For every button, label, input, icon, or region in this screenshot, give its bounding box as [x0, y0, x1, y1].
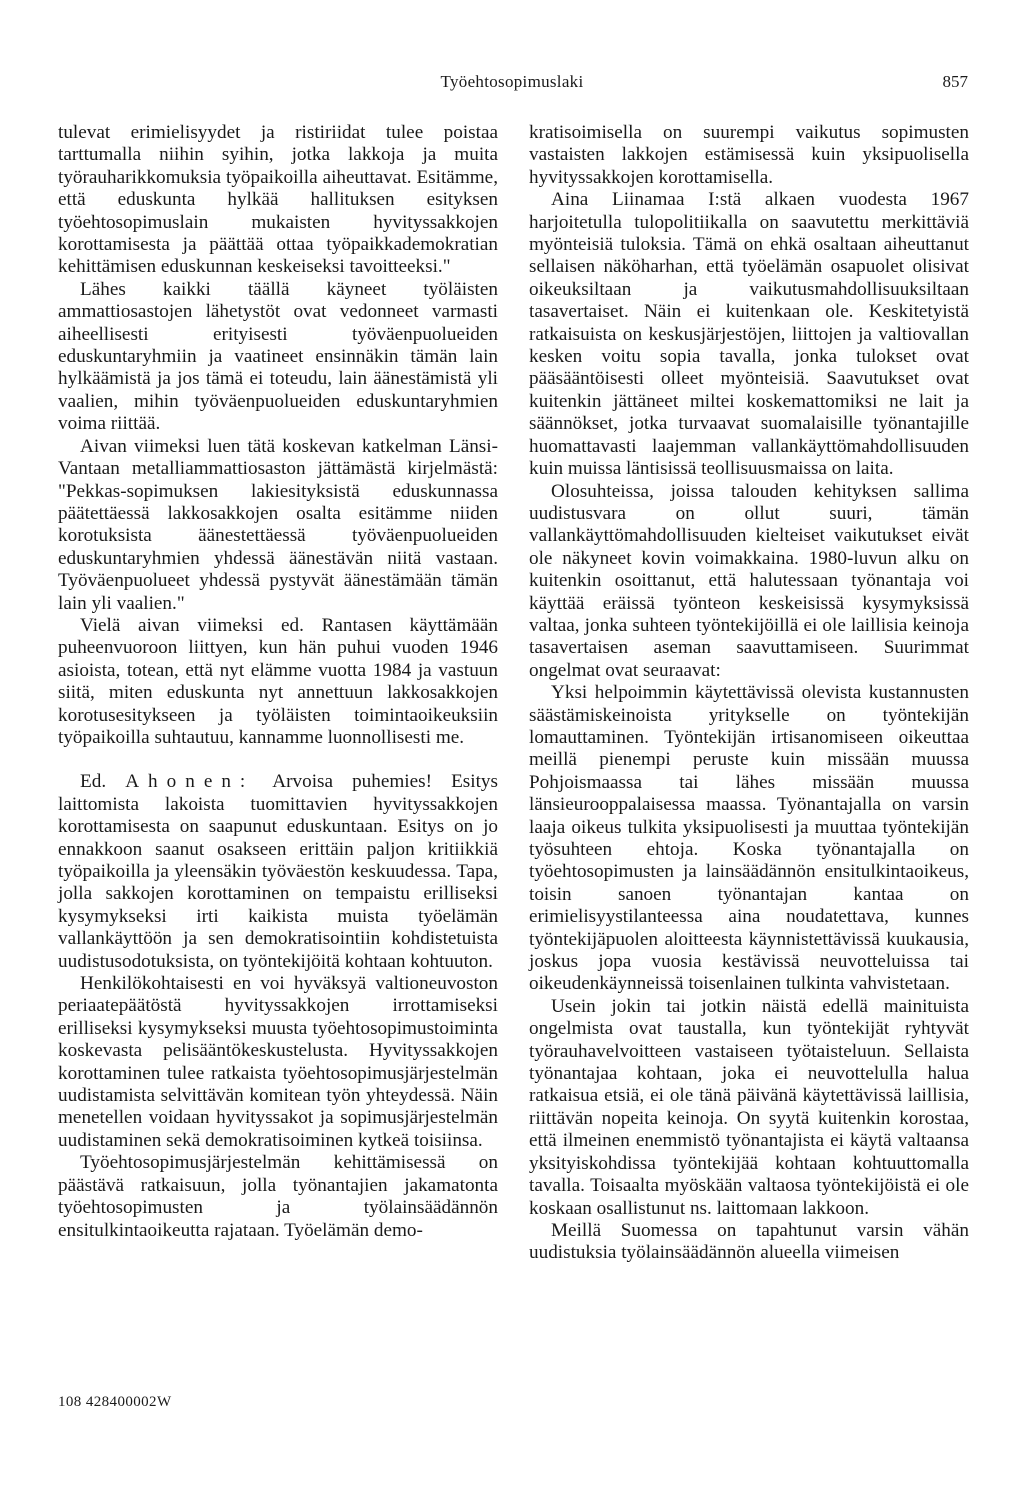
paragraph: Työehtosopimusjärjestelmän kehittämisessä on päästävä ratkaisuun, jolla työnantajien jakamatonta työehtosopimusten ja työlainsäädännön ensitulkintaoikeutta rajataan. Työelämän demo- [58, 1152, 498, 1241]
paragraph: tulevat erimielisyydet ja ristiriidat tulee poistaa tarttumalla niihin syihin, jotka lakkoja ja muita työrauharikkomuksia työpaikoilla aiheuttavat. Esitämme, että eduskunta hylkää hallituksen esityksen työehtosopimuslain mukaisten hyvityssakkojen korottamisesta ja päättää ottaa työpaikkademokratian kehittämisen eduskunnan keskeiseksi tavoitteeksi." [58, 122, 498, 278]
paragraph: Aivan viimeksi luen tätä koskevan katkelman Länsi-Vantaan metalliammattiosaston jättämästä kirjelmästä: "Pekkas-sopimuksen lakiesityksistä eduskunnassa päätettäessä lakkosakkojen osalta esitämme niiden korotuksista äänestettäessä työväenpuolueiden eduskuntaryhmien yhdessä äänestävän niitä vastaan. Työväenpuolueet yhdessä pystyvät äänestämään tämän lain yli vaalien." [58, 435, 498, 614]
paragraph: Olosuhteissa, joissa talouden kehityksen sallima uudistusvara on ollut suuri, tämän vallankäyttömahdollisuuden kielteiset vaikutukset eivät ole näkyneet kovin voimakkaina. 1980-luvun alku on kuitenkin osoittanut, että halutessaan työnantaja voi käyttää eräissä työnteon keskeisissä kysymyksissä valtaa, jonka suhteen työntekijöillä ei ole laillisia keinoja tasavertaisen aseman saavuttamiseen. Suurimmat ongelmat ovat seuraavat: [529, 480, 969, 681]
paragraph: Henkilökohtaisesti en voi hyväksyä valtioneuvoston periaatepäätöstä hyvityssakkojen irrottamiseksi erilliseksi kysymykseksi muusta työehtosopimustoiminta koskevasta pelisääntökeskustelusta. Hyvityssakkojen korottaminen tulee ratkaista työehtosopimusjärjestelmän uudistamista selvittävän komitean työn yhteydessä. Näin menetellen voidaan hyvityssakot ja sopimusjärjestelmän uudistaminen sekä demokratisoiminen kytkeä toisiinsa. [58, 973, 498, 1151]
paragraph: kratisoimisella on suurempi vaikutus sopimusten vastaisten lakkojen estämisessä kuin yksipuolisella hyvityssakkojen korottamisella. [529, 122, 969, 188]
speech-text: Arvoisa puhemies! Esitys laittomista lakoista tuomittavien hyvityssakkojen korottamisesta on saapunut eduskuntaan. Esitys on jo ennakkoon saanut osakseen erittäin paljon kritiikkiä työpaikoilla ja yleensäkin työväestön keskuudessa. Tapa, jolla sakkojen korottaminen on tempaistu erilliseksi kysymykseksi irti kaikista muista työelämän vallankäyttöön ja sen demokratisointiin kohdistetuista uudistusodotuksista, on työntekijöitä kohtaan kohtuuton. [58, 771, 498, 972]
paragraph: Yksi helpoimmin käytettävissä olevista kustannusten säästämiskeinoista yritykselle on työntekijän lomauttaminen. Työntekijän irtisanomiseen oikeuttaa meillä pienempi peruste kuin missään muussa Pohjoismaassa tai lähes missään muussa länsieurooppalaisessa maassa. Työnantajalla on varsin laaja oikeus tulkita yksipuolisesti ja muuttaa työntekijän työsuhteen ehtoja. Koska työnantajalla on työehtosopimusten ja lainsäädännön ensitulkintaoikeus, toisin sanoen työnantajan kantaa on erimielisyystilanteessa aina noudatettava, kunnes työntekijäpuolen aloitteesta käynnistettävissä kuukausia, joskus jopa vuosia kestävissä neuvotteluissa tai oikeudenkäynneissä toisenlainen tulkinta vahvistetaan. [529, 682, 969, 995]
speaker-prefix: Ed. [80, 771, 107, 793]
running-title: Työehtosopimuslaki [440, 72, 584, 91]
paragraph: Usein jokin tai jotkin näistä edellä mainituista ongelmista ovat taustalla, kun työntekijät ryhtyvät työrauhavelvoitteen vastaiseen työtaisteluun. Sellaista työnantajaa kohtaan, joka ei neuvottelulla halua ratkaisua etsiä, ei ole tänä päivänä käytettävissä laillisia, riittävän nopeita keinoja. On syytä kuitenkin korostaa, että ilmeinen enemmistö työnantajista ei käytä valtaansa yksityiskohdissa työntekijää kohtaan kohtuuttomalla tavalla. Toisaalta myöskään valtaosa työntekijöistä ei ole koskaan osallistunut ns. laittomaan lakkoon. [529, 995, 969, 1219]
right-column [529, 122, 969, 1265]
paragraph: Vielä aivan viimeksi ed. Rantasen käyttämään puheenvuoroon liittyen, kun hän puhui vuoden 1946 asioista, totean, että nyt elämme vuotta 1984 ja vastuun siitä, miten eduskunta nyt annettuun lakkosakkojen korotusesitykseen ja työläisten toimintaoikeuksiin työpaikoilla suhtautuu, kannamme luonnollisesti me. [58, 614, 498, 748]
page-number: 857 [942, 72, 968, 91]
left-column [58, 122, 498, 1242]
speaker-name: Ahonen: [125, 771, 255, 793]
paragraph: Meillä Suomessa on tapahtunut varsin vähän uudistuksia työlainsäädännön alueella viimeisen [529, 1219, 969, 1264]
speaker-paragraph [58, 771, 498, 973]
paragraph: Aina Liinamaa I:stä alkaen vuodesta 1967 harjoitetulla tulopolitiikalla on saavutettu merkittäviä myönteisiä tuloksia. Tämä on ehkä osaltaan aiheuttanut sellaisen näköharhan, että työelämän osapuolet olisivat oikeuksiltaan ja vaikutusmahdollisuuksiltaan tasavertaiset. Näin ei kuitenkaan ole. Keskitetyistä ratkaisuista on keskusjärjestöjen, liittojen ja valtiovallan kesken voitu sopia tavalla, jonka tulokset ovat pääsääntöisesti olleet myönteisiä. Saavutukset ovat kuitenkin jättäneet miltei koskemattomiksi ne lait ja säännökset, jotka turvaavat suomalaisille työnantajille huomattavasti laajemman vallankäyttömahdollisuuden kuin muissa läntisissä teollisuusmaissa on laita. [529, 189, 969, 480]
paragraph: Lähes kaikki täällä käyneet työläisten ammattiosastojen lähetystöt ovat vedonneet varmasti aiheellisesti erityisesti työväenpuolueiden eduskuntaryhmiin ja vaatineet ensinnäkin tämän lain hylkäämistä ja jos tämä ei toteudu, lain äänestämistä yli vaalien, mihin työväenpuolueiden eduskuntaryhmien voima riittää. [58, 278, 498, 435]
running-header [0, 72, 1024, 100]
footer-print-code: 108 428400002W [58, 1394, 172, 1410]
